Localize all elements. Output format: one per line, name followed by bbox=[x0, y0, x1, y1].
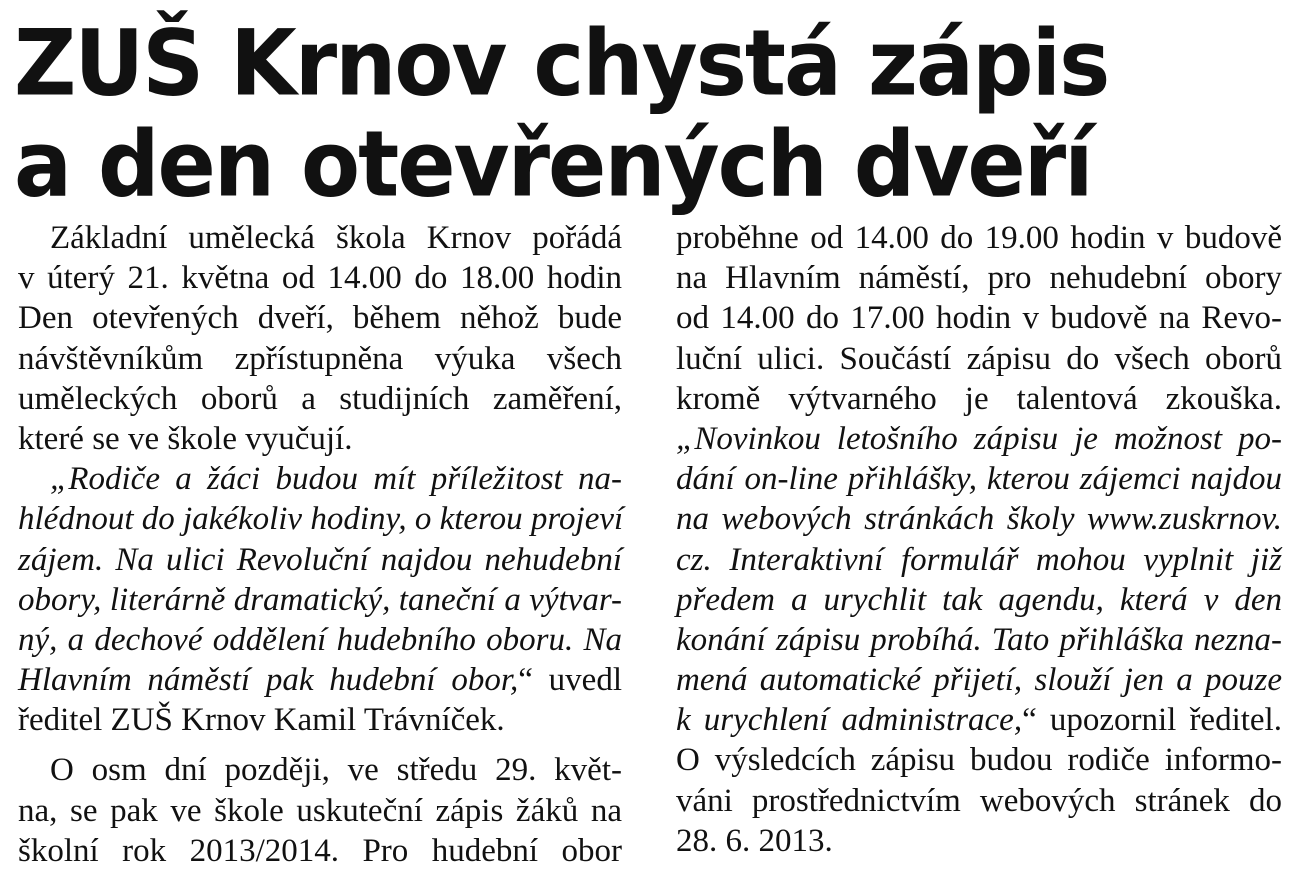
text-line: od 14.00 do 17.00 hodin v budově na Revo- bbox=[676, 300, 1282, 337]
article-column-right bbox=[676, 218, 1282, 861]
text-segment: “ upozornil ředitel. bbox=[1022, 702, 1282, 739]
quote-line: hlédnout do jakékoliv hodiny, o kterou projeví bbox=[18, 501, 624, 538]
quote-line: „Novinkou letošního zápisu je možnost po- bbox=[676, 420, 1282, 457]
quote-segment: Hlavním náměstí pak hudební obor, bbox=[18, 662, 519, 699]
text-line: O výsledcích zápisu budou rodiče informo- bbox=[676, 742, 1282, 779]
text-line: proběhne od 14.00 do 19.00 hodin v budově bbox=[676, 220, 1282, 256]
text-line: 28. 6. 2013. bbox=[676, 822, 833, 859]
text-line: kromě výtvarného je talentová zkouška. bbox=[676, 380, 1282, 417]
text-line: návštěvníkům zpřístupněna výuka všech bbox=[18, 340, 622, 377]
text-line: Den otevřených dveří, během něhož bude bbox=[18, 300, 622, 337]
text-segment: “ uvedl bbox=[518, 662, 622, 699]
quote-line: mená automatické přijetí, slouží jen a pouze bbox=[676, 662, 1282, 699]
headline-line: a den otevřených dveří bbox=[14, 111, 1092, 218]
text-line: luční ulici. Součástí zápisu do všech oborů bbox=[676, 340, 1282, 377]
text-line bbox=[18, 660, 622, 700]
headline-line: ZUŠ Krnov chystá zápis bbox=[14, 10, 1109, 117]
quote-line: předem a urychlit tak agendu, která v den bbox=[676, 581, 1282, 618]
quote-line: „Rodiče a žáci budou mít příležitost na- bbox=[50, 461, 622, 498]
article-column-left bbox=[18, 218, 622, 871]
quote-line: zájem. Na ulici Revoluční najdou nehudební bbox=[18, 541, 622, 578]
text-line: na, se pak ve škole uskuteční zápis žáků na bbox=[18, 792, 622, 829]
article-headline bbox=[14, 10, 1284, 218]
quote-line: dání on-line přihlášky, kterou zájemci najdou bbox=[676, 461, 1282, 498]
text-line: v úterý 21. května od 14.00 do 18.00 hodin bbox=[18, 260, 622, 297]
text-line: které se ve škole vyučují. bbox=[18, 420, 353, 457]
text-line: školní rok 2013/2014. Pro hudební obor bbox=[18, 832, 622, 869]
text-line: O osm dní později, ve středu 29. květ- bbox=[50, 752, 622, 789]
text-line: na Hlavním náměstí, pro nehudební obory bbox=[676, 260, 1282, 297]
quote-line: obory, literárně dramatický, taneční a výtvar- bbox=[18, 581, 622, 618]
text-line: uměleckých oborů a studijních zaměření, bbox=[18, 380, 622, 417]
text-line bbox=[676, 700, 1282, 740]
quote-line: cz. Interaktivní formulář mohou vyplnit již bbox=[676, 541, 1282, 578]
text-line: ředitel ZUŠ Krnov Kamil Trávníček. bbox=[18, 702, 505, 739]
text-line: váni prostřednictvím webových stránek do bbox=[676, 782, 1282, 819]
quote-line: na webových stránkách školy www.zuskrnov. bbox=[676, 501, 1282, 538]
quote-line: ný, a dechové oddělení hudebního oboru. Na bbox=[18, 621, 622, 658]
text-line: Základní umělecká škola Krnov pořádá bbox=[50, 220, 622, 256]
quote-line: konání zápisu probíhá. Tato přihláška nezna- bbox=[676, 621, 1282, 658]
quote-segment: k urychlení administrace, bbox=[676, 702, 1023, 739]
